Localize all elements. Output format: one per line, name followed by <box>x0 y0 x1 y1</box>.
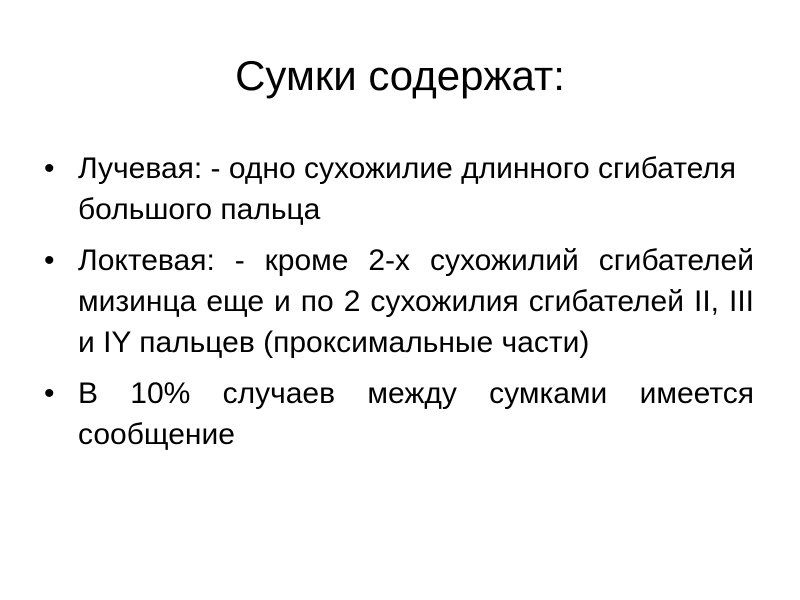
bullet-item <box>44 373 754 455</box>
bullet-dot-icon: • <box>44 244 55 277</box>
bullet-list <box>44 148 754 465</box>
bullet-text: Локтевая: - кроме 2-х сухожилий сгибателей мизинца еще и по 2 сухожилия сгибателей II, III и IY пальцев (проксимальные части) <box>78 244 754 359</box>
bullet-text: Лучевая: - одно сухожилие длинного сгибателя большого пальца <box>78 152 737 226</box>
bullet-dot-icon: • <box>44 152 55 185</box>
bullet-text: В 10% случаев между сумками имеется сообщение <box>78 377 754 451</box>
slide-title: Сумки содержат: <box>235 52 565 99</box>
bullet-item <box>44 148 754 230</box>
bullet-item <box>44 240 754 363</box>
bullet-dot-icon: • <box>44 377 55 410</box>
